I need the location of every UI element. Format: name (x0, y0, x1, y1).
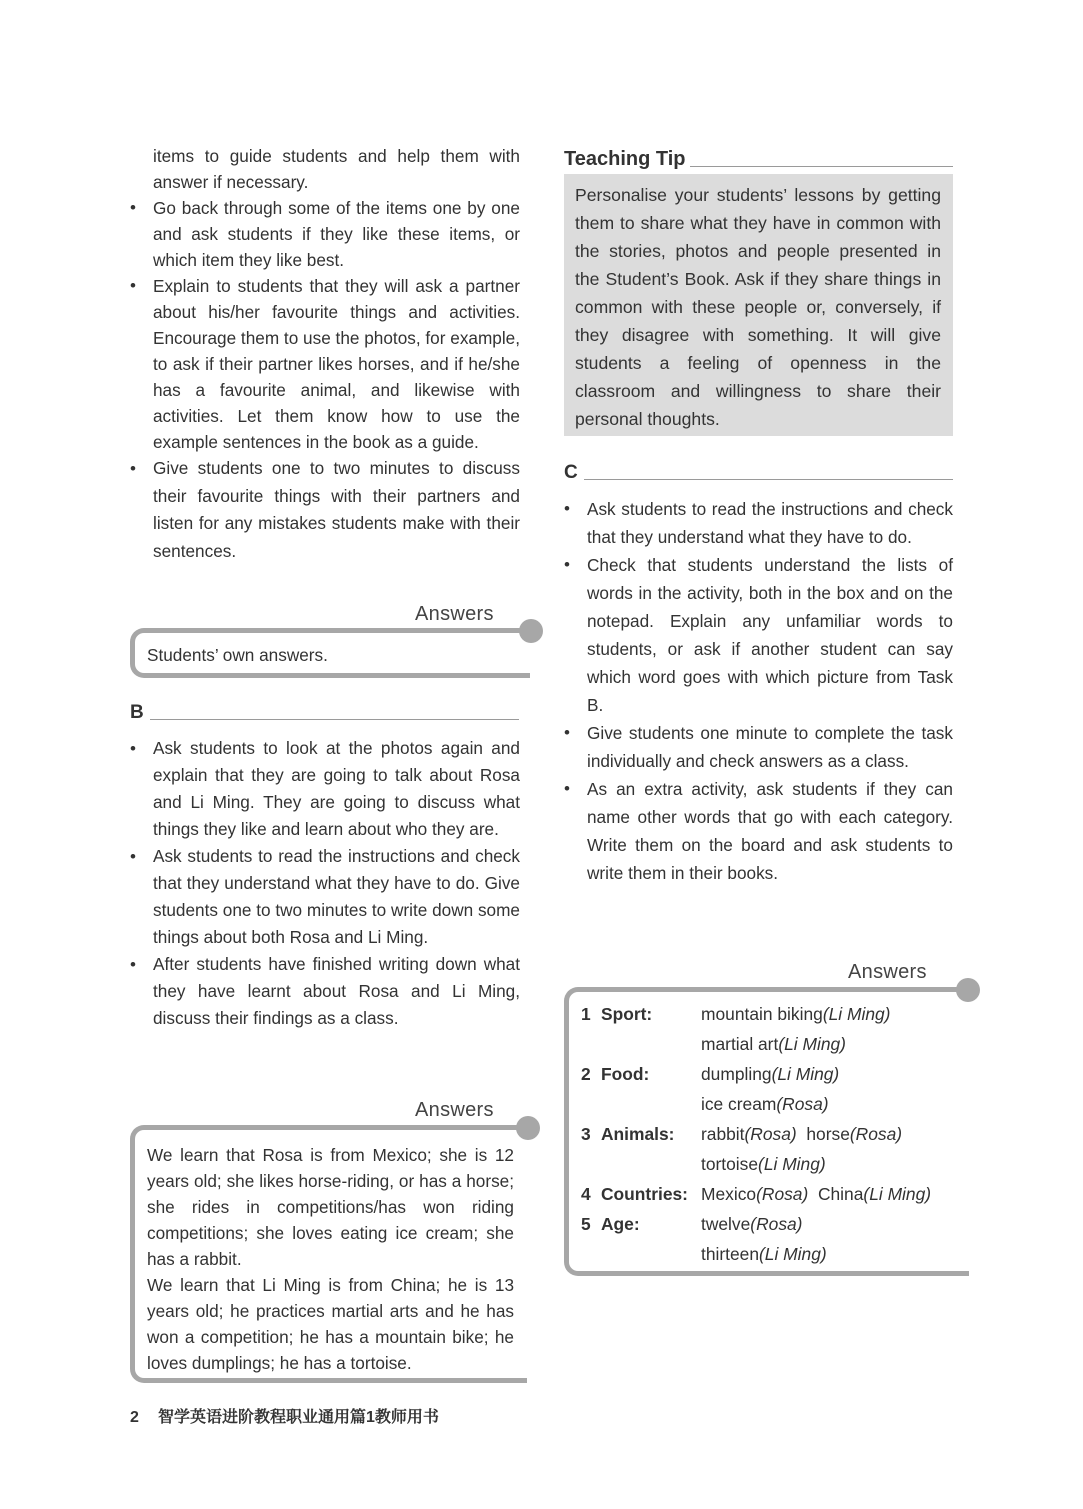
answer-word: dumpling (701, 1063, 772, 1084)
answer-word: rabbit (701, 1123, 745, 1144)
answer-word: Mexico (701, 1183, 757, 1204)
intro-continuation: items to guide students and help them with answer if necessary. (153, 146, 520, 192)
answers-b-para-li-ming: We learn that Li Ming is from China; he is 13 years old; he practices martial arts and he has won a competition; he has a mountain bike; he loves dumplings; he has a tortoise. (147, 1275, 514, 1373)
answer-word: twelve (701, 1213, 751, 1234)
answer-category: Sport: (601, 1003, 653, 1024)
teaching-tip-heading (564, 144, 953, 168)
answers-a-text: Students’ own answers. (147, 645, 328, 665)
list-item: • As an extra activity, ask students if they can name other words that go with each category. Write them on the board and ask students to write them in their books. (564, 775, 953, 887)
section-a-bullet-list (130, 195, 520, 565)
answer-category (601, 1089, 701, 1119)
answer-word: mountain biking (701, 1003, 823, 1024)
answers-b-box (130, 1125, 527, 1383)
answer-word: China (817, 1183, 864, 1204)
answer-items (701, 1239, 931, 1269)
answer-number (581, 1029, 601, 1059)
table-row (581, 1059, 931, 1089)
section-b-letter: B (130, 702, 150, 724)
answers-a-label: Answers (415, 603, 494, 625)
answers-a-marker (519, 619, 543, 643)
answer-number: 4 (581, 1183, 591, 1204)
answer-number (581, 1149, 601, 1179)
section-b-heading (130, 700, 519, 722)
answer-number: 3 (581, 1123, 591, 1144)
answers-b-label: Answers (415, 1099, 494, 1121)
answer-items (701, 1149, 931, 1179)
table-row (581, 1119, 931, 1149)
list-item: • Explain to students that they will ask a partner about his/her favourite things and activities. Encourage them to use the photos, for example, to ask if their partner likes horses, and if he/she has a favourite animal, and likewise with activities. Let them know how to use the example sentences in the book as a guide. (130, 273, 520, 455)
table-row (581, 1089, 931, 1119)
answer-person: (Li Ming) (863, 1183, 932, 1204)
answers-c-label: Answers (848, 961, 927, 983)
list-item: • Ask students to read the instructions and check that they understand what they have to do. (564, 495, 953, 551)
teaching-tip-box: Personalise your students’ lessons by getting them to share what they have in common with the stories, photos and people presented in the Student’s Book. Ask if they share things in common with these people or, conversely, if they disagree with something. It will give students a feeling of openness in the classroom and willingness to share their personal thoughts. (564, 174, 953, 436)
section-c-bullet-list (564, 495, 953, 887)
section-b-rule (130, 719, 519, 720)
answer-category: Food: (601, 1063, 650, 1084)
section-c-heading (564, 460, 953, 482)
answer-word: tortoise (701, 1153, 759, 1174)
answer-category: Countries: (601, 1183, 688, 1204)
list-item: • Give students one to two minutes to discuss their favourite things with their partners and listen for any mistakes students make with their sentences. (130, 455, 520, 565)
answers-a-box (130, 628, 530, 678)
answer-person: (Rosa) (776, 1093, 829, 1114)
answer-number (581, 1089, 601, 1119)
list-item: • Check that students understand the lists of words in the activity, both in the box and on the notepad. Explain any unfamiliar words to students, or ask if another student can say which word goes with which picture from Task B. (564, 551, 953, 719)
answer-word: martial art (701, 1033, 779, 1054)
answer-person: (Rosa) (849, 1123, 903, 1144)
answer-number: 5 (581, 1213, 591, 1234)
answers-c-table (581, 999, 931, 1269)
table-row (581, 999, 931, 1029)
table-row (581, 1239, 931, 1269)
list-item: • Give students one minute to complete the task individually and check answers as a class. (564, 719, 953, 775)
list-item: • Ask students to look at the photos again and explain that they are going to talk about Rosa and Li Ming. They are going to discuss what things they like and learn about who they are. (130, 735, 520, 843)
book-title: 智学英语进阶教程职业通用篇1教师用书 (158, 1409, 439, 1426)
list-item: • Ask students to read the instructions and check that they understand what they have to do. Give students one to two minutes to write down some things about both Rosa and Li Ming. (130, 843, 520, 951)
answers-c-box (564, 987, 969, 1276)
answer-word: ice cream (701, 1093, 777, 1114)
section-c-letter: C (564, 462, 584, 484)
answer-items (701, 1029, 931, 1059)
answer-category: Age: (601, 1213, 640, 1234)
answer-category: Animals: (601, 1123, 675, 1144)
answer-person: (Li Ming) (771, 1063, 840, 1084)
list-item: • After students have finished writing down what they have learnt about Rosa and Li Ming, discuss their findings as a class. (130, 951, 520, 1032)
answer-items (701, 999, 931, 1029)
answer-category (601, 1149, 701, 1179)
table-row (581, 1029, 931, 1059)
section-c-rule (564, 479, 953, 480)
answer-number: 2 (581, 1063, 591, 1084)
page-footer (130, 1404, 439, 1427)
answer-items (701, 1179, 931, 1209)
answers-b-marker (516, 1116, 540, 1140)
answer-person: (Li Ming) (758, 1153, 826, 1174)
table-row (581, 1149, 931, 1179)
answer-items (701, 1209, 931, 1239)
answer-items (701, 1089, 931, 1119)
answer-word: thirteen (701, 1243, 760, 1264)
answers-b-para-rosa: We learn that Rosa is from Mexico; she is 12 years old; she likes horse-riding, or has a horse; she rides in competitions/has won riding competitions; she loves eating ice cream; she has a rabbit. (147, 1145, 514, 1269)
answer-person: (Rosa) (744, 1123, 797, 1144)
answer-person: (Li Ming) (822, 1003, 891, 1024)
answer-word: horse (806, 1123, 850, 1144)
answer-number: 1 (581, 1003, 591, 1024)
section-b-bullet-list (130, 735, 520, 1032)
answer-number (581, 1239, 601, 1269)
answer-items (701, 1059, 931, 1089)
answer-category (601, 1239, 701, 1269)
answer-person: (Li Ming) (759, 1243, 827, 1264)
page-number: 2 (130, 1409, 139, 1426)
answer-person: (Li Ming) (778, 1033, 846, 1054)
teaching-tip-title: Teaching Tip (564, 148, 690, 171)
answer-person: (Rosa) (756, 1183, 809, 1204)
answer-person: (Rosa) (750, 1213, 803, 1234)
table-row (581, 1209, 931, 1239)
answer-category (601, 1029, 701, 1059)
answers-c-marker (956, 978, 980, 1002)
list-item: • Go back through some of the items one by one and ask students if they like these items, or which item they like best. (130, 195, 520, 273)
answer-items (701, 1119, 931, 1149)
table-row (581, 1179, 931, 1209)
